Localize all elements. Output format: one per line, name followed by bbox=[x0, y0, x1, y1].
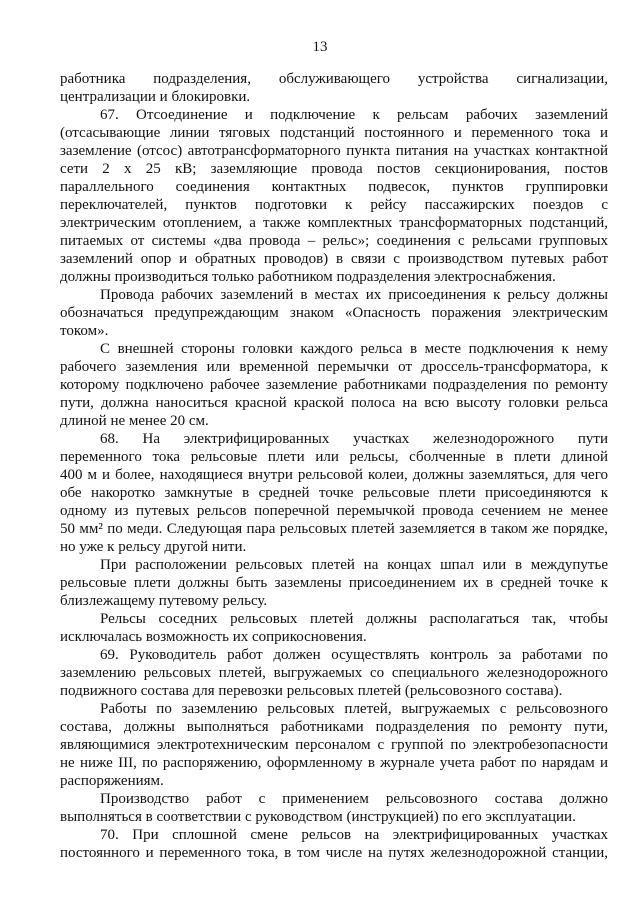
text-line: рельсовые плети должны быть заземлены присоединением их в средней точке к bbox=[60, 575, 608, 591]
text-line: 67. Отсоединение и подключение к рельсам рабочих заземлений bbox=[100, 107, 608, 123]
text-line: длиной не менее 20 см. bbox=[60, 413, 209, 429]
text-line: Рельсы соседних рельсовых плетей должны располагаться так, чтобы bbox=[100, 611, 608, 627]
text-line: При расположении рельсовых плетей на концах шпал или в междупутье bbox=[100, 557, 608, 573]
paragraph bbox=[60, 790, 608, 826]
paragraph bbox=[60, 286, 608, 340]
text-line: Производство работ с применением рельсовозного состава должно bbox=[100, 791, 608, 807]
text-line: Работы по заземлению рельсовых плетей, выгружаемых с рельсовозного bbox=[100, 701, 608, 717]
text-line: обе накоротко замкнутые в средней точке рельсовые плети присоединяются к bbox=[60, 485, 608, 501]
text-line: 69. Руководитель работ должен осуществлять контроль за работами по bbox=[100, 647, 608, 663]
text-line: работника подразделения, обслуживающего устройства сигнализации, bbox=[60, 71, 608, 87]
text-line: постоянного и переменного тока, в том числе на путях железнодорожной станции, bbox=[60, 845, 608, 861]
text-line: заземление (отсос) автотрансформаторного пункта питания на участках контактной bbox=[60, 143, 608, 159]
text-line: 70. При сплошной смене рельсов на электрифицированных участках bbox=[100, 827, 608, 843]
text-line: выполняться в соответствии с руководством (инструкцией) по его эксплуатации. bbox=[60, 809, 576, 825]
text-line: исключалась возможность их соприкосновения. bbox=[60, 629, 367, 645]
text-line: Провода рабочих заземлений в местах их присоединения к рельсу должны bbox=[100, 287, 608, 303]
text-line: состава, должны выполняться работниками подразделения по ремонту пути, bbox=[60, 719, 608, 735]
text-line: током». bbox=[60, 323, 109, 339]
text-line: сети 2 х 25 кВ; заземляющие провода постов секционирования, постов bbox=[60, 161, 608, 177]
paragraph bbox=[60, 610, 608, 646]
text-line: 50 мм² по меди. Следующая пара рельсовых плетей заземляется в таком же порядке, bbox=[60, 521, 608, 537]
text-line: питаемых от системы «два провода – рельс»; соединения с рельсами групповых bbox=[60, 233, 608, 249]
text-line: одному из путевых рельсов поперечной перемычкой провода сечением не менее bbox=[60, 503, 608, 519]
paragraph bbox=[60, 430, 608, 556]
paragraph bbox=[60, 106, 608, 286]
text-line: С внешней стороны головки каждого рельса в месте подключения к нему bbox=[100, 341, 608, 357]
paragraph bbox=[60, 826, 608, 862]
text-line: (отсасывающие линии тяговых подстанций постоянного и переменного тока и bbox=[60, 125, 608, 141]
paragraph bbox=[60, 556, 608, 610]
text-line: переменного тока рельсовые плети или рельсы, сболченные в плети длиной bbox=[60, 449, 608, 465]
text-line: являющимися электротехническим персоналом с группой по электробезопасности bbox=[60, 737, 608, 753]
text-line: подвижного состава для перевозки рельсовых плетей (рельсовозного состава). bbox=[60, 683, 563, 699]
text-line: должны производиться только работником подразделения электроснабжения. bbox=[60, 269, 556, 285]
text-line: 68. На электрифицированных участках железнодорожного пути bbox=[100, 431, 608, 447]
text-line: обозначаться предупреждающим знаком «Опасность поражения электрическим bbox=[60, 305, 608, 321]
text-line: электрическим отоплением, а также комплектных трансформаторных подстанций, bbox=[60, 215, 608, 231]
text-line: распоряжениям. bbox=[60, 773, 164, 789]
page-number: 13 bbox=[312, 39, 328, 55]
paragraph bbox=[60, 70, 608, 106]
text-line: заземлений опор и обратных проводов) в связи с производством путевых работ bbox=[60, 251, 608, 267]
paragraph bbox=[60, 340, 608, 430]
text-line: рабочего заземления или временной перемычки от дроссель-трансформатора, к bbox=[60, 359, 608, 375]
text-line: пути, должна наноситься красной краской полоса на всю высоту головки рельса bbox=[60, 395, 608, 411]
text-line: переключателей, пунктов подготовки к рейсу пассажирских поездов с bbox=[60, 197, 608, 213]
paragraph bbox=[60, 700, 608, 790]
text-line: но уже к рельсу другой нити. bbox=[60, 539, 247, 555]
text-line: 400 м и более, находящиеся внутри рельсовой колеи, должны заземляться, для чего bbox=[60, 467, 608, 483]
paragraph bbox=[60, 646, 608, 700]
body-text bbox=[60, 70, 608, 862]
text-line: не ниже III, по распоряжению, оформленному в журнале учета работ по нарядам и bbox=[60, 755, 608, 771]
text-line: которому подключено рабочее заземление работниками подразделения по ремонту bbox=[60, 377, 608, 393]
text-line: близлежащему путевому рельсу. bbox=[60, 593, 268, 609]
text-line: заземлению рельсовых плетей, выгружаемых со специального железнодорожного bbox=[60, 665, 608, 681]
text-line: параллельного соединения контактных подвесок, пунктов группировки bbox=[60, 179, 608, 195]
text-line: централизации и блокировки. bbox=[60, 89, 251, 105]
